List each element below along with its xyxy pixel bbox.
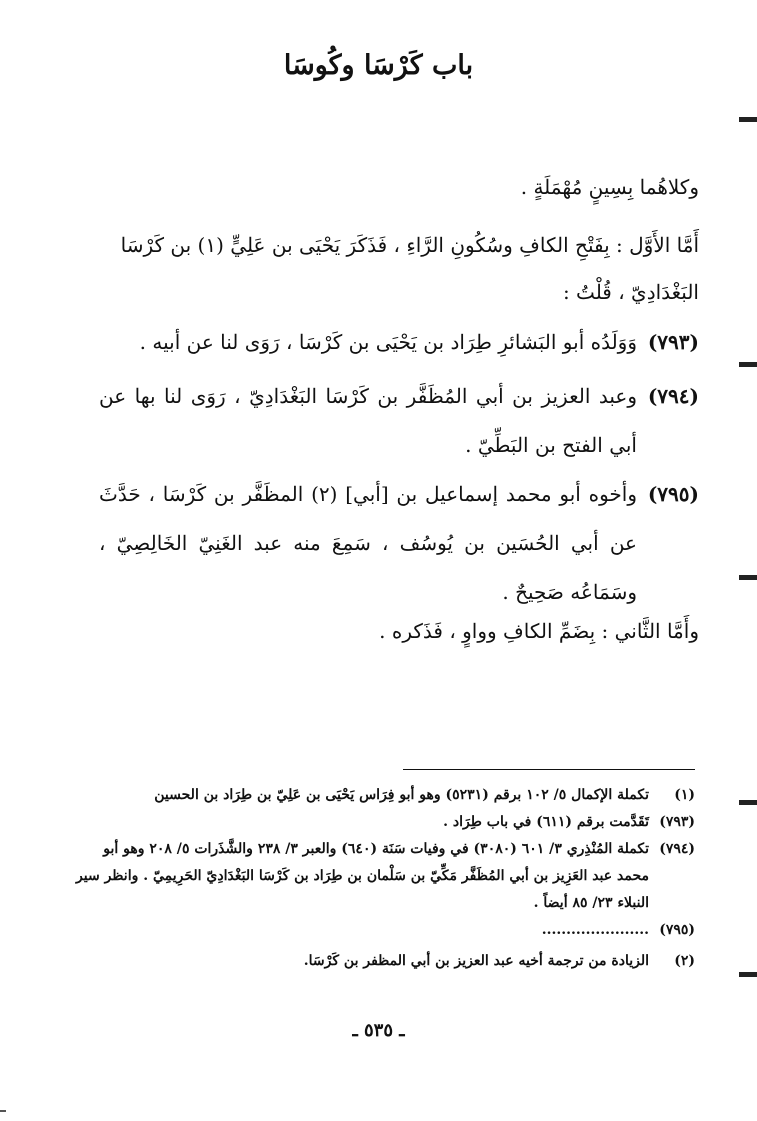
entry-number: (٧٩٤): [647, 384, 699, 408]
intro-paragraph: وكلاهُما بِسِينٍ مُهْمَلَةٍ .: [520, 175, 699, 199]
footnote-number: (١): [674, 787, 695, 803]
scan-edge-mark: [739, 800, 757, 805]
footnote-text: الزيادة من ترجمة أخيه عبد العزيز بن أبي المظفر بن كَرْسَا.: [303, 953, 649, 969]
footnote-number: (٧٩٣): [659, 814, 695, 830]
footnote-text: تكملة المُنْذِري ٣/ ٦٠١ (٣٠٨٠) في وفيات سَنَة (٦٤٠) والعبر ٣/ ٢٣٨ والشَّذَرات ٥/ ٢٠٨ وهو أبو محمد عبد العَزِيز بن أبي المُظَفَّر مَكِّيّ بن سَلْمان بن طِرَاد بن كَرْسَا البَغْدَادِيّ الحَرِيمِيّ . وانظر سير النبلاء ٢٣/ ٨٥ أيضاً .: [76, 841, 649, 911]
footnote-number: (٢): [674, 953, 695, 969]
entry-text: وأخوه أبو محمد إسماعيل بن [أبي] (٢) المظَفَّر بن كَرْسَا ، حَدَّثَ عن أبي الحُسَين بن يُوسُف ، سَمِعَ منه عبد الغَنِيّ الخَالِصِيّ ، وسَمَاعُه صَحِيحٌ .: [99, 482, 637, 604]
footnote-text: تكملة الإكمال ٥/ ١٠٢ برقم (٥٢٣١) وهو أبو فِرَاس يَحْيَى بن عَلِيّ بن طِرَاد بن الحسين: [154, 787, 649, 803]
footnote-item: [75, 948, 695, 975]
scan-edge-mark: [739, 972, 757, 977]
scan-edge-mark: [739, 362, 757, 367]
footnote-divider: [403, 769, 695, 770]
footnote-number: (٧٩٥): [659, 922, 695, 938]
entry-number: (٧٩٣): [647, 330, 699, 354]
first-section-paragraph: أَمَّا الأَوَّل : بِفَتْحِ الكافِ وسُكُونِ الرَّاءِ ، فَذَكَرَ يَحْيَى بن عَلِيٍّ (١) بن كَرْسَا البَغْدَادِيّ ، قُلْتُ :: [120, 233, 699, 304]
entry-text: وعبد العزيز بن أبي المُظَفَّر بن كَرْسَا البَغْدَادِيّ ، رَوَى لنا بها عن أبي الفتح بن البَطِّيّ .: [99, 384, 637, 457]
entry-793: [99, 318, 699, 367]
footnote-number: (٧٩٤): [659, 841, 695, 857]
second-section-paragraph: وأَمَّا الثَّاني : بِضَمِّ الكافِ وواوٍ ، فَذَكره .: [379, 619, 699, 643]
entry-text: وَوَلَدُه أبو البَشائرِ طِرَاد بن يَحْيَى بن كَرْسَا ، رَوَى لنا عن أبيه .: [139, 330, 637, 354]
footnote-text: تَقَدَّمت برقم (٦١١) في باب طِرَاد .: [443, 814, 649, 830]
scan-edge-mark: [739, 575, 757, 580]
entry-795: [99, 470, 699, 617]
page-number: ـ ٥٣٥ ـ: [352, 1020, 405, 1041]
footnotes: [75, 782, 695, 975]
footnote-item: [75, 809, 695, 836]
entry-794: [99, 372, 699, 470]
footnote-text: ......................: [541, 922, 649, 938]
chapter-title: باب كَرْسَا وكُوسَا: [283, 50, 474, 81]
footnote-item: [75, 917, 695, 944]
footnote-item: [75, 836, 695, 917]
entry-number: (٧٩٥): [647, 482, 699, 506]
footnote-item: [75, 782, 695, 809]
scan-edge-mark: [739, 117, 757, 122]
scan-edge-mark: [0, 1110, 6, 1112]
